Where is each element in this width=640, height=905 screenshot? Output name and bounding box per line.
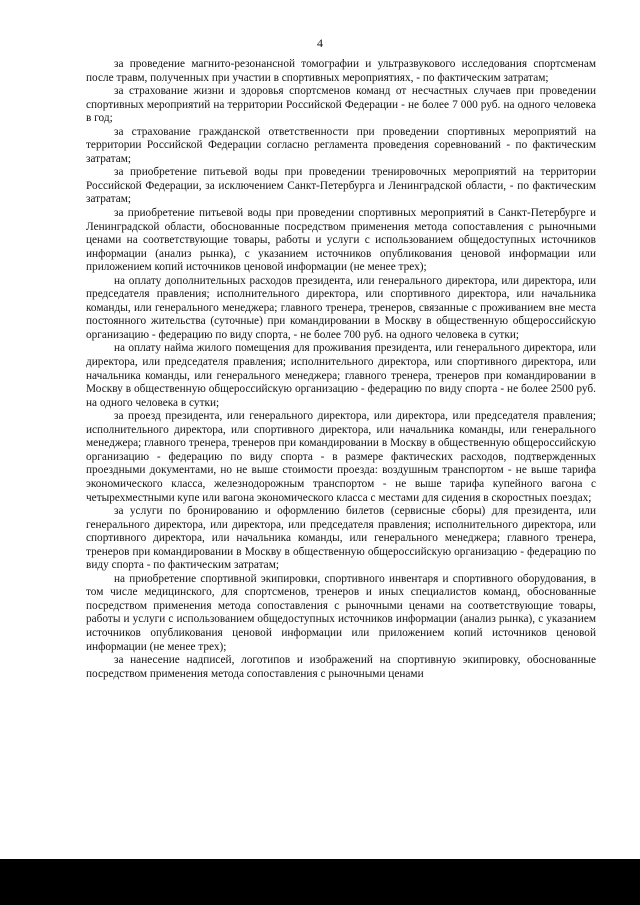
document-body <box>86 58 596 681</box>
page-number: 4 <box>317 36 323 50</box>
paragraph: за страхование гражданской ответственности при проведении спортивных мероприятий на территории Российской Федерации согласно регламента проведения соревнований - по фактическим затратам; <box>86 125 596 165</box>
scan-bottom-border <box>0 859 640 905</box>
paragraph: за приобретение питьевой воды при проведении спортивных мероприятий в Санкт-Петербурге и Ленинградской области, обоснованные посредством применения метода сопоставления с рыночными ценами на соответствующие товары, работы и услуги с использованием общедоступных источников информации (анализ рынка), с указанием источников опубликования ценовой информации или приложением копий источников ценовой информации (не менее трех); <box>86 207 596 274</box>
paragraph: на оплату найма жилого помещения для проживания президента, или генерального директора, или директора, или председателя правления; исполнительного директора, или спортивного директора, или начальника команды, или генерального менеджера; главного тренера, тренеров при командировании в Москву в общественную общероссийскую организацию - федерацию по виду спорта - не более 2500 руб. на одного человека в сутки; <box>86 342 596 409</box>
paragraph: за приобретение питьевой воды при проведении тренировочных мероприятий на территории Российской Федерации, за исключением Санкт-Петербурга и Ленинградской области, - по фактическим затратам; <box>86 166 596 206</box>
paragraph: на оплату дополнительных расходов президента, или генерального директора, или директора, или председателя правления; исполнительного директора, или спортивного директора, или начальника команды, или генерального менеджера; главного тренера, тренеров, связанные с проживанием вне места постоянного жительства (суточные) при командировании в Москву в общественную общероссийскую организацию - федерацию по виду спорта, - не более 700 руб. на одного человека в сутки; <box>86 274 596 341</box>
paragraph: за нанесение надписей, логотипов и изображений на спортивную экипировку, обоснованные посредством применения метода сопоставления с рыночными ценами <box>86 654 596 680</box>
paragraph: за проведение магнито-резонансной томографии и ультразвукового исследования спортсменам после травм, полученных при участии в спортивных мероприятиях, - по фактическим затратам; <box>86 58 596 84</box>
paragraph: за услуги по бронированию и оформлению билетов (сервисные сборы) для президента, или генерального директора, или директора, или председателя правления; исполнительного директора, или спортивного директора, или начальника команды, или генерального менеджера; главного тренера, тренеров при командировании в Москву в общественную общероссийскую организацию - федерацию по виду спорта - по фактическим затратам; <box>86 505 596 572</box>
paragraph: на приобретение спортивной экипировки, спортивного инвентаря и спортивного оборудования, в том числе медицинского, для спортсменов, тренеров и иных специалистов команд, обоснованные посредством применения метода сопоставления с рыночными ценами на соответствующие товары, работы и услуги с использованием общедоступных источников информации (анализ рынка), с указанием источников опубликования ценовой информации или приложением копий источников ценовой информации (не менее трех); <box>86 572 596 653</box>
paragraph: за проезд президента, или генерального директора, или директора, или председателя правления; исполнительного директора, или спортивного директора, или начальника команды, или генерального менеджера; главного тренера, тренеров при командировании в Москву в общественную общероссийскую организацию - федерацию по виду спорта - в размере фактических расходов, подтвержденных проездными документами, но не выше стоимости проезда: воздушным транспортом - не выше тарифа экономического класса, железнодорожным транспортом - не выше тарифа купейного вагона с четырехместными купе или вагона экономического класса с местами для сидения в скоростных поездах; <box>86 410 596 504</box>
paragraph: за страхование жизни и здоровья спортсменов команд от несчастных случаев при проведении спортивных мероприятий на территории Российской Федерации - не более 7 000 руб. на одного человека в год; <box>86 85 596 125</box>
